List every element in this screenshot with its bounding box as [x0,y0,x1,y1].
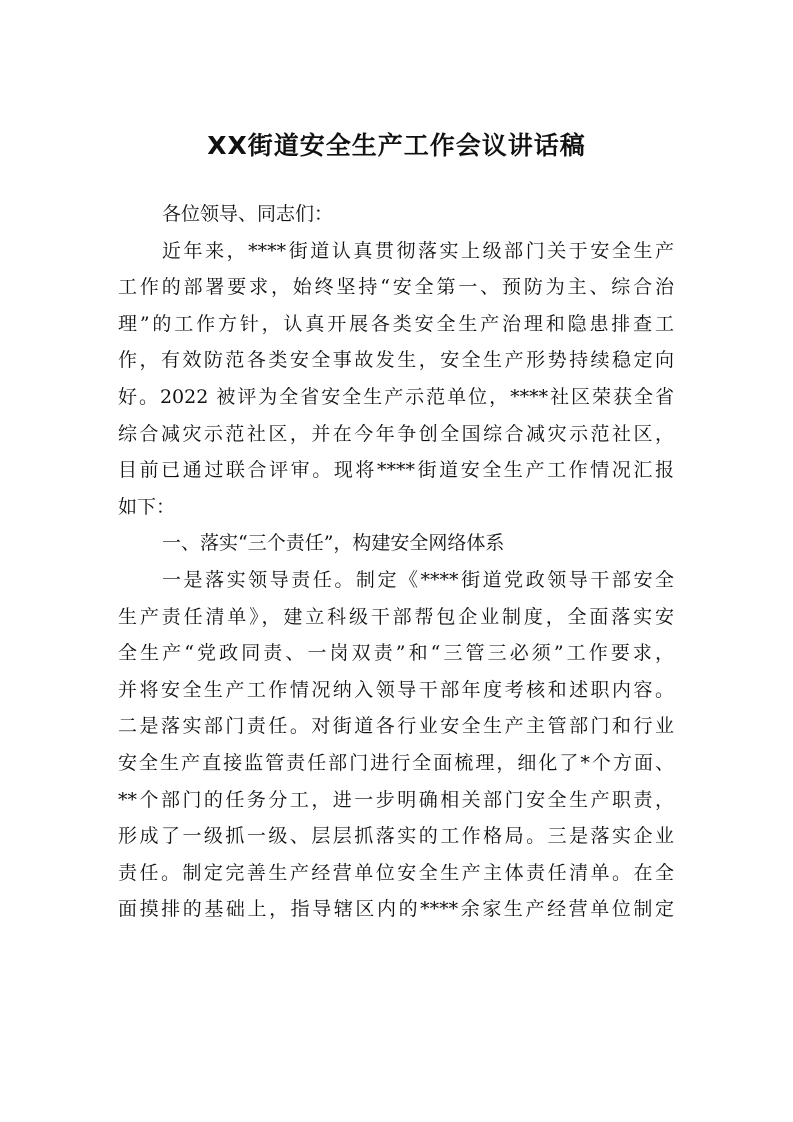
paragraph-line: 目前已通过联合评审。现将****街道安全生产工作情况汇报 [118,459,674,482]
paragraph-line: 综合减灾示范社区，并在今年争创全国综合减灾示范社区， [118,422,674,445]
paragraph-line: 并将安全生产工作情况纳入领导干部年度考核和述职内容。 [118,678,674,701]
paragraph-line: 责任。制定完善生产经营单位安全生产主体责任清单。在全 [118,861,674,884]
section-heading: 一、落实“三个责任”，构建安全网络体系 [162,532,505,555]
document-body [118,196,674,928]
paragraph-line: 二是落实部门责任。对街道各行业安全生产主管部门和行业 [118,715,674,738]
paragraph-line: 全生产“党政同责、一岗双责”和“三管三必须”工作要求， [118,642,674,665]
paragraph-line: 生产责任清单》，建立科级干部帮包企业制度，全面落实安 [118,605,674,628]
paragraph-line: 工作的部署要求，始终坚持“安全第一、预防为主、综合治 [118,276,674,299]
paragraph-line: 一是落实领导责任。制定《****街道党政领导干部安全 [162,568,674,591]
paragraph-line: **个部门的任务分工，进一步明确相关部门安全生产职责， [118,788,674,811]
paragraph-line: 作，有效防范各类安全事故发生，安全生产形势持续稳定向 [118,349,674,372]
paragraph-line: 近年来，****街道认真贯彻落实上级部门关于安全生产 [162,239,674,262]
paragraph-line: 形成了一级抓一级、层层抓落实的工作格局。三是落实企业 [118,825,674,848]
paragraph-line: 面摸排的基础上，指导辖区内的****余家生产经营单位制定 [118,898,674,921]
paragraph-line: 理”的工作方针，认真开展各类安全生产治理和隐患排查工 [118,312,674,335]
paragraph-line: 安全生产直接监管责任部门进行全面梳理，细化了*个方面、 [118,751,674,774]
salutation: 各位领导、同志们： [162,203,334,225]
paragraph-line: 好。2022 被评为全省安全生产示范单位，****社区荣获全省 [118,385,674,408]
document-title: XX街道安全生产工作会议讲话稿 [207,131,586,160]
paragraph-line: 如下： [118,495,176,518]
